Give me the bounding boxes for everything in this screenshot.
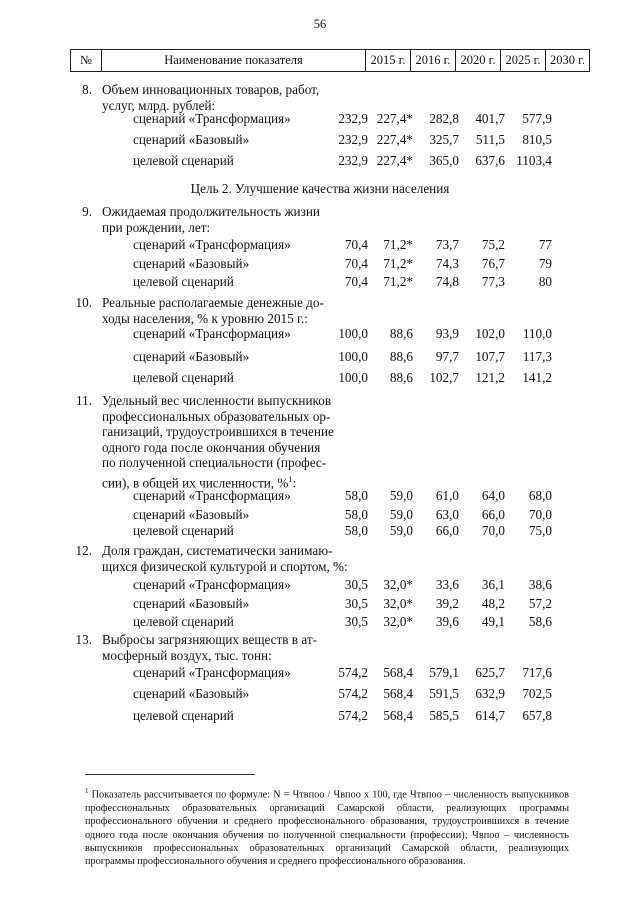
value-cell: 30,5	[344, 614, 368, 629]
value-cell: 58,6	[528, 614, 552, 629]
value-cell: 75,0	[528, 523, 552, 538]
value-cell: 48,2	[481, 596, 505, 611]
indicator-title-line: щихся физической культурой и спортом, %:	[102, 558, 348, 574]
indicator-title-line: ганизаций, трудоустроившихся в течение	[102, 424, 334, 440]
value-cell: 77,3	[481, 274, 505, 289]
value-cell: 61,0	[435, 488, 459, 503]
value-cell: 702,5	[522, 686, 552, 701]
value-cell: 282,8	[429, 111, 459, 126]
value-cell: 110,0	[522, 326, 552, 341]
value-cell: 64,0	[481, 488, 505, 503]
indicator-title-line: Доля граждан, систематически занимаю-	[102, 543, 333, 558]
scenario-label: сценарий «Трансформация»	[133, 577, 291, 592]
header-cell-2020: 2020 г.	[455, 50, 500, 71]
scenario-label: сценарий «Трансформация»	[133, 488, 291, 503]
value-cell: 77	[538, 237, 552, 252]
scenario-label: целевой сценарий	[133, 274, 234, 289]
value-cell: 76,7	[481, 256, 505, 271]
value-cell: 97,7	[435, 349, 459, 364]
footnote-text: Показатель рассчитывается по формуле: N = Чтвпоо / Чвпоо х 100, где Чтвпоо – численность выпускников профессиональных образовательных организаций Самарской области, реализующих программы профессионального обучения и среднего профессионального образования, трудоустроившихся в течение одного года после окончания обучения по полученной специальности (профессии); Чвпоо – численность выпускников профессиональных образовательных организаций Самарской области, реализующих программы профессионального обучения и среднего профессионального образования.	[85, 789, 569, 868]
indicator-title-line: Объем инновационных товаров, работ,	[102, 82, 320, 97]
value-cell: 59,0	[389, 488, 413, 503]
indicator-title-line: профессиональных образовательных ор-	[102, 408, 331, 424]
header-cell-2016: 2016 г.	[410, 50, 455, 71]
value-cell: 88,6	[389, 349, 413, 364]
indicator-number: 11.	[76, 393, 92, 408]
value-cell: 614,7	[475, 708, 505, 723]
indicator-title-line: Удельный вес численности выпускников	[102, 393, 332, 408]
footnote-marker: 1	[85, 787, 89, 795]
header-cell-2025: 2025 г.	[500, 50, 545, 71]
scenario-label: сценарий «Базовый»	[133, 596, 250, 611]
value-cell: 32,0*	[383, 577, 413, 592]
value-cell: 66,0	[481, 507, 505, 522]
value-cell: 574,2	[338, 686, 368, 701]
value-cell: 38,6	[528, 577, 552, 592]
value-cell: 73,7	[435, 237, 459, 252]
value-cell: 30,5	[344, 596, 368, 611]
footnote	[85, 785, 569, 869]
value-cell: 70,0	[481, 523, 505, 538]
value-cell: 102,7	[429, 370, 459, 385]
indicator-title-line: Реальные располагаемые денежные до-	[102, 295, 324, 310]
scenario-label: сценарий «Базовый»	[133, 132, 250, 147]
value-cell: 632,9	[475, 686, 505, 701]
value-cell: 49,1	[481, 614, 505, 629]
value-cell: 71,2*	[383, 237, 413, 252]
value-cell: 577,9	[522, 111, 552, 126]
indicator-number: 8.	[82, 82, 92, 97]
value-cell: 88,6	[389, 326, 413, 341]
table-header	[70, 49, 590, 72]
value-cell: 568,4	[383, 686, 413, 701]
header-cell-name: Наименование показателя	[101, 50, 365, 71]
title-tail: :	[292, 475, 297, 491]
value-cell: 70,4	[344, 274, 368, 289]
value-cell: 717,6	[522, 665, 552, 680]
value-cell: 810,5	[522, 132, 552, 147]
scenario-label: сценарий «Трансформация»	[133, 665, 291, 680]
value-cell: 70,4	[344, 256, 368, 271]
indicator-title-line: сии), в общей их численности, %$^1$:	[102, 474, 297, 491]
value-cell: 58,0	[344, 523, 368, 538]
value-cell: 574,2	[338, 708, 368, 723]
header-cell-2030: 2030 г.	[545, 50, 589, 71]
value-cell: 58,0	[344, 488, 368, 503]
value-cell: 100,0	[338, 349, 368, 364]
value-cell: 232,9	[338, 111, 368, 126]
value-cell: 637,6	[475, 153, 505, 168]
value-cell: 32,0*	[383, 614, 413, 629]
scenario-label: целевой сценарий	[133, 523, 234, 538]
scenario-label: сценарий «Базовый»	[133, 256, 250, 271]
value-cell: 121,2	[475, 370, 505, 385]
value-cell: 71,2*	[383, 256, 413, 271]
value-cell: 232,9	[338, 132, 368, 147]
value-cell: 117,3	[522, 349, 552, 364]
value-cell: 579,1	[429, 665, 459, 680]
value-cell: 568,4	[383, 708, 413, 723]
value-cell: 657,8	[522, 708, 552, 723]
footnote-divider	[85, 774, 255, 775]
value-cell: 591,5	[429, 686, 459, 701]
header-cell-number: №	[80, 53, 92, 67]
scenario-label: целевой сценарий	[133, 708, 234, 723]
value-cell: 66,0	[435, 523, 459, 538]
value-cell: 70,0	[528, 507, 552, 522]
indicator-title-line: одного года после окончания обучения	[102, 439, 321, 455]
value-cell: 80	[538, 274, 552, 289]
goal-title: Цель 2. Улучшение качества жизни населения	[190, 181, 450, 196]
value-cell: 88,6	[389, 370, 413, 385]
value-cell: 574,2	[338, 665, 368, 680]
indicator-number: 12.	[75, 543, 92, 558]
value-cell: 102,0	[475, 326, 505, 341]
scenario-label: сценарий «Базовый»	[133, 686, 250, 701]
scenario-label: целевой сценарий	[133, 370, 234, 385]
indicator-title-line: Выбросы загрязняющих веществ в ат-	[102, 632, 317, 647]
value-cell: 39,6	[435, 614, 459, 629]
indicator-title-line: при рождении, лет:	[102, 219, 211, 235]
indicator-number: 9.	[82, 204, 92, 219]
value-cell: 36,1	[481, 577, 505, 592]
value-cell: 74,3	[435, 256, 459, 271]
value-cell: 1103,4	[516, 153, 552, 168]
scenario-label: сценарий «Базовый»	[133, 507, 250, 522]
value-cell: 68,0	[528, 488, 552, 503]
value-cell: 70,4	[344, 237, 368, 252]
header-cell-2015: 2015 г.	[365, 50, 410, 71]
value-cell: 79	[538, 256, 552, 271]
scenario-label: сценарий «Трансформация»	[133, 111, 291, 126]
value-cell: 93,9	[435, 326, 459, 341]
footnote-reference: 1	[288, 474, 293, 484]
value-cell: 74,8	[435, 274, 459, 289]
indicator-title-line: услуг, млрд. рублей:	[102, 97, 216, 113]
value-cell: 141,2	[522, 370, 552, 385]
value-cell: 39,2	[435, 596, 459, 611]
indicator-title-line: по полученной специальности (профес-	[102, 455, 327, 471]
indicator-title-line: Ожидаемая продолжительность жизни	[102, 204, 320, 219]
value-cell: 625,7	[475, 665, 505, 680]
scenario-label: целевой сценарий	[133, 153, 234, 168]
value-cell: 325,7	[429, 132, 459, 147]
scenario-label: сценарий «Трансформация»	[133, 237, 291, 252]
value-cell: 107,7	[475, 349, 505, 364]
value-cell: 227,4*	[376, 111, 413, 126]
indicator-title-line: мосферный воздух, тыс. тонн:	[102, 647, 272, 663]
value-cell: 59,0	[389, 507, 413, 522]
value-cell: 71,2*	[383, 274, 413, 289]
indicator-number: 13.	[75, 632, 92, 647]
value-cell: 63,0	[435, 507, 459, 522]
value-cell: 585,5	[429, 708, 459, 723]
value-cell: 30,5	[344, 577, 368, 592]
value-cell: 401,7	[475, 111, 505, 126]
value-cell: 511,5	[475, 132, 505, 147]
value-cell: 100,0	[338, 370, 368, 385]
value-cell: 227,4*	[376, 153, 413, 168]
value-cell: 227,4*	[376, 132, 413, 147]
value-cell: 365,0	[429, 153, 459, 168]
value-cell: 568,4	[383, 665, 413, 680]
value-cell: 58,0	[344, 507, 368, 522]
scenario-label: сценарий «Базовый»	[133, 349, 250, 364]
value-cell: 32,0*	[383, 596, 413, 611]
scenario-label: целевой сценарий	[133, 614, 234, 629]
value-cell: 232,9	[338, 153, 368, 168]
indicator-title-line: ходы населения, % к уровню 2015 г.:	[102, 310, 308, 326]
scenario-label: сценарий «Трансформация»	[133, 326, 291, 341]
page-number: 56	[313, 17, 327, 31]
value-cell: 57,2	[528, 596, 552, 611]
value-cell: 75,2	[481, 237, 505, 252]
value-cell: 33,6	[435, 577, 459, 592]
value-cell: 59,0	[389, 523, 413, 538]
indicator-number: 10.	[75, 295, 92, 310]
value-cell: 100,0	[338, 326, 368, 341]
